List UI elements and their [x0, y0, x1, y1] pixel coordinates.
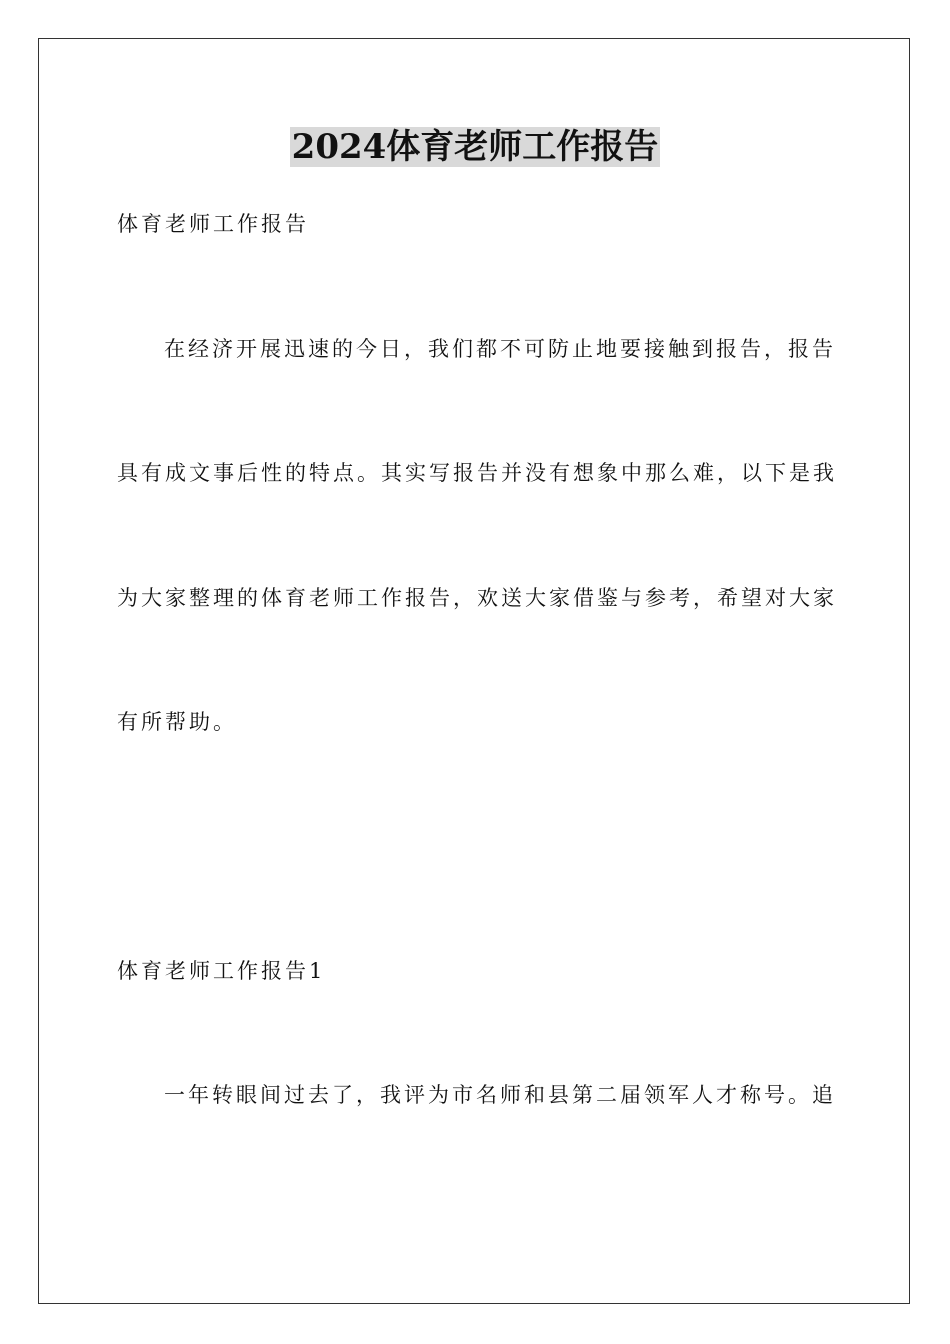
intro-line-1: 在经济开展迅速的今日，我们都不可防止地要接触到报告，报告: [164, 337, 836, 361]
intro-line-4: 有所帮助。: [117, 710, 237, 734]
intro-line-3: 为大家整理的体育老师工作报告，欢送大家借鉴与参考，希望对大家: [117, 586, 837, 610]
document-title: [0, 127, 950, 167]
document-title-text: 2024体育老师工作报告: [291, 127, 659, 167]
document-subtitle: 体育老师工作报告: [117, 212, 309, 236]
section-body-line-1: 一年转眼间过去了，我评为市名师和县第二届领军人才称号。追: [164, 1083, 836, 1107]
section-heading: 体育老师工作报告1: [117, 959, 326, 983]
intro-line-2: 具有成文事后性的特点。其实写报告并没有想象中那么难，以下是我: [117, 461, 837, 485]
